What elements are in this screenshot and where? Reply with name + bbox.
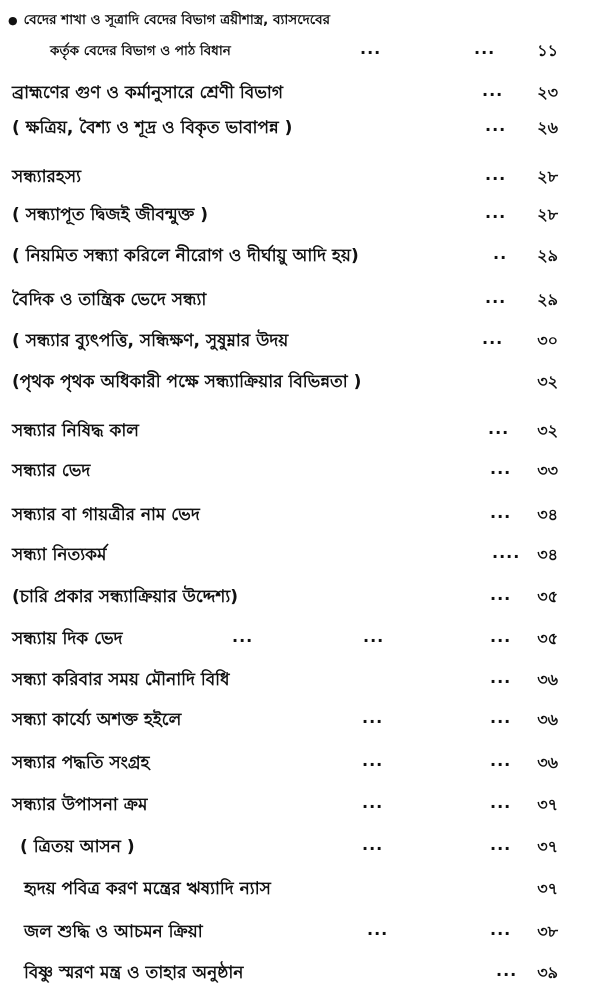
toc-entry-title <box>12 113 292 143</box>
dot-leader: ... <box>490 751 512 770</box>
dot-leader: ... <box>490 835 512 854</box>
dot-leader: ... <box>363 627 385 646</box>
dot-leader: ... <box>490 503 512 522</box>
toc-entry-title-text: সন্ধ্যারহস্য <box>12 167 81 187</box>
toc-entry-title-text: সন্ধ্যার ভেদ <box>12 461 91 481</box>
toc-entry-title-text: বৈদিক ও তান্ত্রিক ভেদে সন্ধ্যা <box>12 290 207 310</box>
dot-leader: ... <box>485 165 507 184</box>
toc-entry <box>0 500 600 530</box>
toc-entry-title <box>50 36 231 66</box>
toc-entry-title <box>12 200 208 230</box>
dot-leader: ... <box>490 793 512 812</box>
toc-entry-page-number: ৩৭ <box>537 879 558 898</box>
toc-entry-page-number: ৩৭ <box>537 837 558 856</box>
toc-entry-title <box>12 285 206 315</box>
toc-entry-title-text: সন্ধ্যা নিত্যকর্ম <box>12 545 107 565</box>
toc-entry-page-number: ২৮ <box>537 167 558 186</box>
toc-entry-page-number: ২৬ <box>537 118 558 137</box>
toc-entry <box>0 36 600 66</box>
toc-entry-title-text: সন্ধ্যার বা গায়ত্রীর নাম ভেদ <box>12 505 200 525</box>
toc-entry <box>0 582 600 612</box>
toc-entry-page-number: ২৯ <box>537 290 558 309</box>
dot-leader: ... <box>362 708 384 727</box>
toc-entry-title-text: সন্ধ্যার নিষিদ্ধ কাল <box>12 421 139 441</box>
toc-entry-title-text: সন্ধ্যায় দিক ভেদ <box>12 629 123 649</box>
toc-entry-title-text: ( সন্ধ্যার ব্যুৎপত্তি, সন্ধিক্ষণ, সুষুম্নার উদয় <box>12 331 289 351</box>
dot-leader: ... <box>490 459 512 478</box>
toc-entry-page-number: ৩৪ <box>537 545 558 564</box>
dot-leader: ... <box>482 81 504 100</box>
toc-entry-title <box>12 705 181 735</box>
dot-leader: ... <box>485 116 507 135</box>
toc-entry <box>0 665 600 695</box>
toc-entry-page-number: ৩২ <box>537 421 558 440</box>
toc-entry-title-text: সন্ধ্যা করিবার সময় মৌনাদি বিধি <box>12 670 230 690</box>
dot-leader: ... <box>488 419 510 438</box>
dot-leader: ... <box>362 835 384 854</box>
toc-entry-title-text: সন্ধ্যার উপাসনা ক্রম <box>12 795 148 815</box>
toc-entry-title-text: ( ত্রিতয় আসন ) <box>20 837 135 857</box>
toc-entry-title <box>12 78 283 108</box>
toc-entry-page-number: ৩৬ <box>537 710 558 729</box>
dot-leader: ... <box>490 668 512 687</box>
toc-entry-title <box>12 582 238 612</box>
toc-entry-title <box>24 958 243 988</box>
toc-entry-title <box>24 874 271 904</box>
toc-entry-title-text: (পৃথক পৃথক অধিকারী পক্ষে সন্ধ্যাক্রিয়ার বিভিন্নতা ) <box>12 372 362 392</box>
toc-entry <box>0 241 600 271</box>
toc-entry-title-text: জল শুদ্ধি ও আচমন ক্রিয়া <box>24 922 203 942</box>
toc-entry-title-text: ( ক্ষত্রিয়, বৈশ্য ও শূদ্র ও বিকৃত ভাবাপন্ন ) <box>12 118 293 138</box>
toc-entry-page-number: ২৮ <box>537 205 558 224</box>
dot-leader: ... <box>362 751 384 770</box>
toc-entry-page-number: ৩৫ <box>537 587 558 606</box>
dot-leader: ... <box>367 920 389 939</box>
toc-entry-title <box>12 162 81 192</box>
dot-leader: ... <box>360 39 382 58</box>
toc-entry-title <box>8 5 330 36</box>
toc-entry-page-number: ১১ <box>537 41 558 60</box>
dot-leader: ... <box>490 627 512 646</box>
toc-entry <box>0 790 600 820</box>
toc-entry <box>0 832 600 862</box>
toc-entry-page-number: ৩৭ <box>537 795 558 814</box>
toc-entry-title-text: ব্রাহ্মণের গুণ ও কর্মানুসারে শ্রেণী বিভাগ <box>12 83 283 103</box>
toc-entry <box>0 748 600 778</box>
toc-entry-title <box>12 416 139 446</box>
toc-entry <box>0 326 600 356</box>
toc-entry-title <box>12 665 230 695</box>
dot-leader: ... <box>490 585 512 604</box>
dot-leader: .... <box>492 543 521 562</box>
toc-entry <box>0 5 600 35</box>
dot-leader: ... <box>474 39 496 58</box>
toc-entry-page-number: ৩৫ <box>537 629 558 648</box>
toc-entry-title <box>12 748 150 778</box>
toc-entry-title <box>12 790 147 820</box>
dot-leader: ... <box>496 961 518 980</box>
toc-entry-page-number: ৩৪ <box>537 505 558 524</box>
toc-entry <box>0 367 600 397</box>
dot-leader: ... <box>232 627 254 646</box>
toc-entry <box>0 917 600 947</box>
toc-entry-page-number: ২৩ <box>537 83 558 102</box>
toc-entry <box>0 200 600 230</box>
toc-entry <box>0 874 600 904</box>
dot-leader: ... <box>362 793 384 812</box>
toc-entry-title <box>20 832 135 862</box>
toc-entry-title <box>12 540 107 570</box>
toc-entry-title-text: হৃদয় পবিত্র করণ মন্ত্রের ঋষ্যাদি ন্যাস <box>24 879 271 899</box>
toc-entry-page-number: ২৯ <box>537 246 558 265</box>
dot-leader: ... <box>482 329 504 348</box>
toc-entry-page-number: ৩২ <box>537 372 558 391</box>
toc-entry-title-text: সন্ধ্যার পদ্ধতি সংগ্রহ <box>12 753 150 773</box>
dot-leader: ... <box>490 708 512 727</box>
dot-leader: ... <box>485 288 507 307</box>
toc-entry-title-text: সন্ধ্যা কার্য্যে অশক্ত হইলে <box>12 710 182 730</box>
toc-entry-title-text: কর্তৃক বেদের বিভাগ ও পাঠ বিধান <box>50 43 231 59</box>
toc-entry <box>0 958 600 988</box>
toc-entry-title <box>12 500 200 530</box>
toc-entry-page-number: ৩৬ <box>537 753 558 772</box>
toc-entry-title <box>12 456 90 486</box>
toc-entry <box>0 705 600 735</box>
toc-entry-title <box>24 917 203 947</box>
toc-entry-title-text: বেদের শাখা ও সূত্রাদি বেদের বিভাগ ত্রয়ীশাস্ত্র, ব্যাসদেবের <box>23 12 331 28</box>
toc-entry-page-number: ৩৯ <box>537 963 558 982</box>
bullet-icon: ● <box>8 14 18 27</box>
dot-leader: ... <box>485 203 507 222</box>
toc-entry <box>0 456 600 486</box>
toc-entry-title <box>12 326 288 356</box>
toc-entry-page-number: ৩৩ <box>537 461 558 480</box>
toc-entry-title-text: (চারি প্রকার সন্ধ্যাক্রিয়ার উদ্দেশ্য) <box>12 587 239 607</box>
toc-entry <box>0 162 600 192</box>
dot-leader: ... <box>490 920 512 939</box>
toc-entry <box>0 285 600 315</box>
toc-entry-title-text: ( নিয়মিত সন্ধ্যা করিলে নীরোগ ও দীর্ঘায়ু আদি হয়) <box>12 246 359 266</box>
toc-entry-title-text: বিষ্ণু স্মরণ মন্ত্র ও তাহার অনুষ্ঠান <box>24 963 244 983</box>
toc-entry-page-number: ৩৬ <box>537 670 558 689</box>
dot-leader: .. <box>493 244 508 263</box>
toc-entry-title <box>12 367 361 397</box>
toc-entry-title <box>12 241 359 271</box>
toc-entry-page-number: ৩৮ <box>537 922 558 941</box>
toc-entry-title-text: ( সন্ধ্যাপূত দ্বিজই জীবন্মুক্ত ) <box>12 205 208 225</box>
toc-entry <box>0 78 600 108</box>
toc-entry <box>0 113 600 143</box>
toc-entry <box>0 416 600 446</box>
toc-entry <box>0 540 600 570</box>
toc-entry-title <box>12 624 123 654</box>
toc-entry-page-number: ৩০ <box>537 331 558 350</box>
toc-entry <box>0 624 600 654</box>
